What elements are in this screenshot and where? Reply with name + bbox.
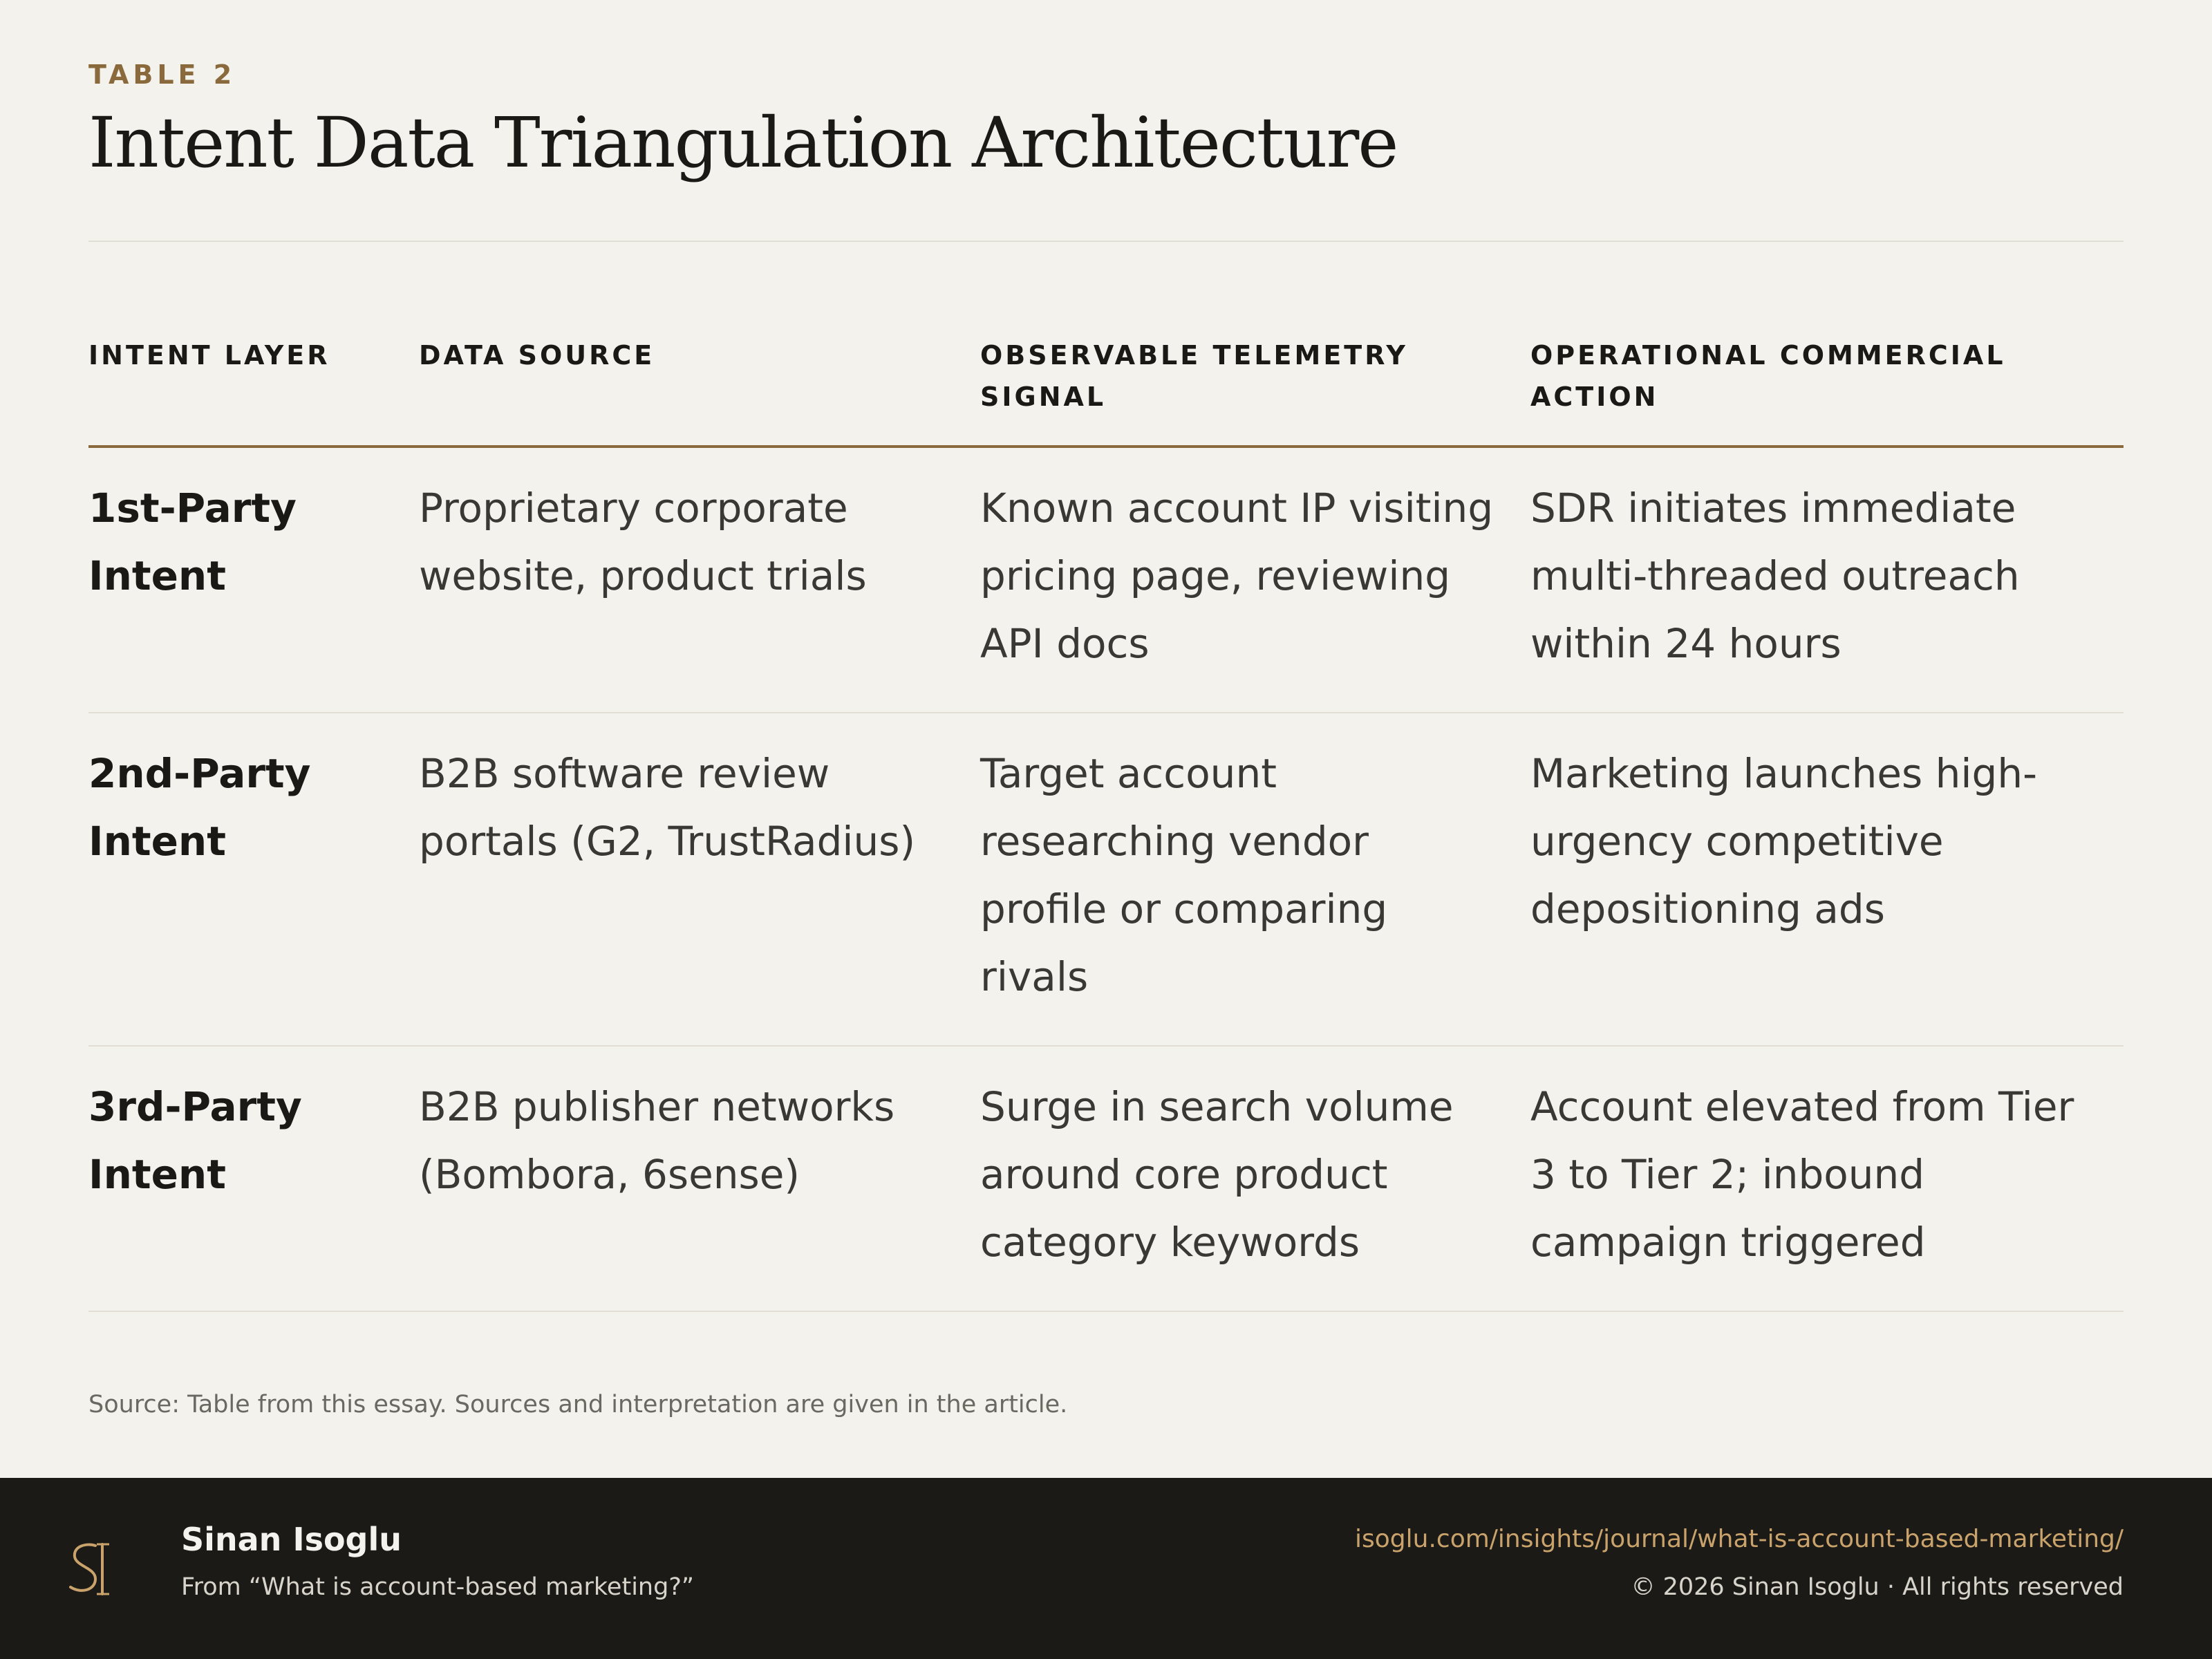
column-header-commercial-action: OPERATIONAL COMMERCIAL ACTION <box>1530 325 2124 447</box>
column-header-data-source: DATA SOURCE <box>419 325 980 447</box>
article-url-link[interactable]: isoglu.com/insights/journal/what-is-account-based-marketing/ <box>1355 1525 2124 1553</box>
telemetry-signal-cell: Target account researching vendor profile or comparing rivals <box>980 713 1530 1046</box>
column-header-intent-layer: INTENT LAYER <box>88 325 419 447</box>
intent-layer-cell: 2nd-Party Intent <box>88 713 419 1046</box>
page-title: Intent Data Triangulation Architecture <box>88 102 1398 183</box>
author-name: Sinan Isoglu <box>181 1521 402 1558</box>
commercial-action-cell: SDR initiates immediate multi-threaded outreach within 24 hours <box>1530 447 2124 713</box>
title-divider <box>88 241 2124 242</box>
data-source-cell: Proprietary corporate website, product trials <box>419 447 980 713</box>
commercial-action-cell: Account elevated from Tier 3 to Tier 2; inbound campaign triggered <box>1530 1046 2124 1311</box>
monogram-si-logo-icon <box>64 1539 119 1601</box>
intent-layer-cell: 3rd-Party Intent <box>88 1046 419 1311</box>
table-label: TABLE 2 <box>88 59 236 90</box>
table-row <box>88 1046 2124 1311</box>
intent-table <box>88 325 2124 1312</box>
column-header-telemetry-signal: OBSERVABLE TELEMETRY SIGNAL <box>980 325 1530 447</box>
intent-layer-cell: 1st-Party Intent <box>88 447 419 713</box>
article-reference: From “What is account-based marketing?” <box>181 1573 695 1601</box>
copyright-notice: © 2026 Sinan Isoglu · All rights reserved <box>1631 1573 2124 1601</box>
source-note: Source: Table from this essay. Sources and interpretation are given in the article. <box>88 1391 1068 1418</box>
commercial-action-cell: Marketing launches high-urgency competitive depositioning ads <box>1530 713 2124 1046</box>
table-header-row <box>88 325 2124 447</box>
table-row <box>88 713 2124 1046</box>
table-row <box>88 447 2124 713</box>
telemetry-signal-cell: Known account IP visiting pricing page, reviewing API docs <box>980 447 1530 713</box>
footer <box>0 1478 2212 1659</box>
telemetry-signal-cell: Surge in search volume around core product category keywords <box>980 1046 1530 1311</box>
data-source-cell: B2B publisher networks (Bombora, 6sense) <box>419 1046 980 1311</box>
data-source-cell: B2B software review portals (G2, TrustRadius) <box>419 713 980 1046</box>
